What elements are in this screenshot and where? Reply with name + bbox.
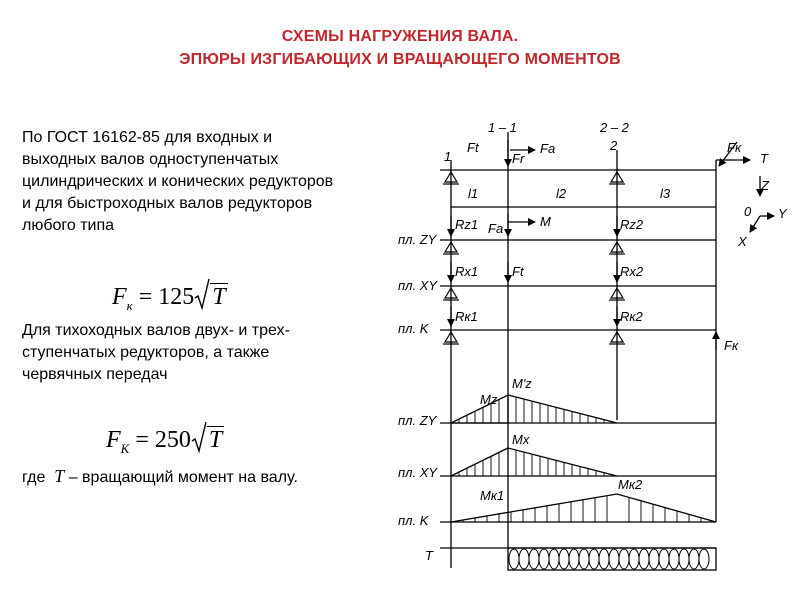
text-line: Для тихоходных валов двух- и трех- [22,322,290,339]
label-axis-origin: 0 [744,204,752,219]
label-rk1: Rк1 [455,309,478,324]
label-axis-y: Y [778,206,787,221]
label-mx: Mx [512,432,530,447]
slide-title-line1: СХЕМЫ НАГРУЖЕНИЯ ВАЛА. [281,28,519,45]
label-mk1: Mк1 [480,488,505,503]
plane-label-k-2: пл. K [398,513,429,528]
slide-title-line2: ЭПЮРЫ ИЗГИБАЮЩИХ И ВРАЩАЮЩЕГО МОМЕНТОВ [179,51,621,68]
plane-label-xy-1: пл. XY [398,278,438,293]
text-line: По ГОСТ 16162-85 для входных и [22,129,273,146]
force-arrows [451,140,774,350]
text-line: цилиндрических и конических редукторов [22,173,334,190]
formula-subscript: к [126,298,133,313]
label-rz1: Rz1 [455,217,479,232]
label-fr: Fr [512,151,525,166]
plane-label-k-1: пл. K [398,321,429,336]
where-prefix: где [22,469,46,486]
label-section-2-2: 2 – 2 [600,120,629,135]
where-symbol: T [54,466,65,486]
plane-label-torque: T [425,548,433,563]
label-mk2: Mк2 [618,477,643,492]
formula-lhs: F [106,427,121,453]
text-line: ступенчатых редукторов, а также [22,344,270,361]
formula-arg: T [212,284,226,310]
label-fa-zy: Fa [488,221,504,236]
label-rz2: Rz2 [620,217,644,232]
label-support-1: 1 [444,149,452,164]
label-axis-z: Z [761,178,769,193]
label-fk-top: Fк [727,140,742,155]
label-section-1-1: 1 – 1 [488,120,517,135]
formula-coefficient: = 250 [129,427,191,453]
formula-subscript: K [120,441,130,456]
text-line: червячных передач [22,366,168,383]
plane-label-zy-1: пл. ZY [398,232,437,247]
label-axis-x: X [738,234,747,249]
label-mz: Mz [480,392,498,407]
formula-arg: T [208,427,223,453]
label-l1: l1 [468,186,479,201]
label-m: M [540,214,551,229]
moment-diagram-xy [451,448,617,476]
label-rk2: Rк2 [620,309,643,324]
label-fa: Fa [540,141,556,156]
moment-diagram-zy [451,395,617,423]
where-text: – вращающий момент на валу. [64,469,298,486]
label-rx2: Rx2 [620,264,644,279]
formula-lhs: F [112,284,127,310]
plane-label-xy-2: пл. XY [398,465,438,480]
label-ft-xy: Ft [512,264,524,279]
torque-coils [509,549,709,569]
plane-label-zy-2: пл. ZY [398,413,437,428]
label-l2: l2 [556,186,567,201]
label-ft: Ft [467,140,479,155]
formula-coefficient: = 125 [132,284,195,310]
hatching [459,397,701,522]
label-rx1: Rx1 [455,264,479,279]
label-support-2: 2 [610,138,618,153]
label-t-top: T [760,151,768,166]
text-line: и для быстроходных валов редукторов [22,195,313,212]
label-mz-prime: M'z [512,376,532,391]
label-fk-k: Fк [724,338,739,353]
text-line: выходных валов одноступенчатых [22,151,279,168]
label-l3: l3 [660,186,671,201]
text-line: любого типа [22,217,115,234]
